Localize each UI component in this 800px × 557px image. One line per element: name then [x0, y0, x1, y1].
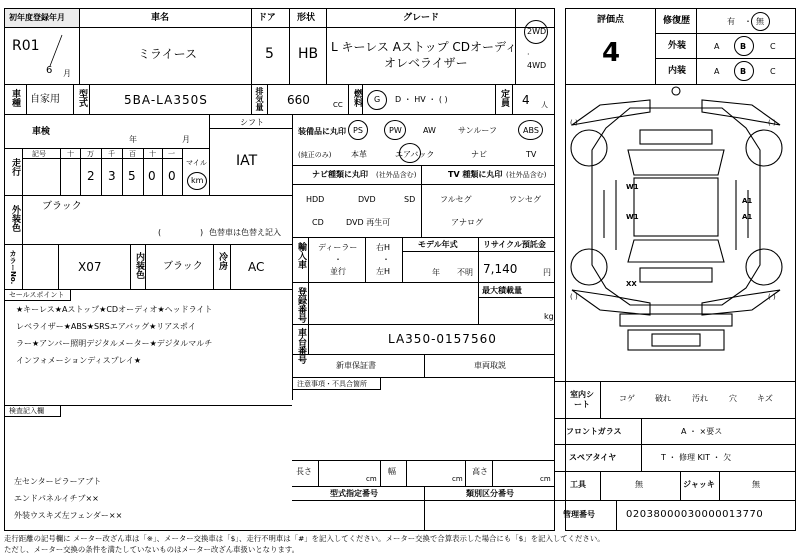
navi-hdd: HDD	[306, 195, 325, 204]
int-color-label: 内装色	[134, 252, 144, 279]
digit-3: 5	[128, 169, 136, 183]
disp-label: 排気量	[255, 87, 264, 111]
sales-title: セールスポイント	[9, 291, 65, 299]
footer-line-1: 走行距離の記号欄に メーター改ざん車は「※」、メーター交換車は「$」、走行不明車は「#」を記入してください。メーター交換で合算表示した場合にも「$」を記入してください。	[4, 534, 605, 543]
equip-sub: (純正のみ)	[298, 151, 332, 159]
inspect-title: 検査記入欄	[9, 407, 44, 415]
import-dealer: ディーラー	[318, 243, 358, 252]
ext-b: B	[740, 42, 747, 51]
class-number-label: 類別区分番号	[466, 489, 514, 498]
warranty-manual: 車両取説	[474, 361, 506, 370]
import-rh: 右H	[376, 243, 391, 252]
equip-pw: PW	[389, 126, 402, 135]
navi-sd: SD	[404, 195, 416, 204]
paren-1: ( )	[570, 119, 578, 127]
reg-number-label: 登録番号	[296, 287, 306, 323]
digit-hdr-4: 十	[149, 150, 156, 158]
recycle-unit: 円	[543, 268, 551, 277]
import-label: 輸入車	[296, 242, 306, 269]
inspection-year: 年	[129, 135, 137, 144]
fuel-g: G	[374, 95, 381, 104]
equip-tv: TV	[526, 150, 537, 159]
digit-5: 0	[168, 169, 176, 183]
seat-item-2: 汚れ	[692, 394, 708, 403]
fuel-label: 燃料	[352, 89, 362, 107]
name-header: 車名	[151, 13, 170, 23]
int-a: A	[714, 67, 720, 76]
digit-hdr-0: 十	[67, 150, 74, 158]
length-unit: cm	[366, 475, 377, 483]
disp-unit: CC	[333, 101, 343, 109]
model-year-unit: 年	[432, 268, 440, 277]
max-load-label: 最大積載量	[482, 286, 522, 295]
repair-label: 修復歴	[663, 16, 691, 26]
digit-4: 0	[148, 169, 156, 183]
seat-label: 室内シート	[570, 390, 594, 409]
inspection-month: 月	[182, 135, 190, 144]
tv-oneseg: ワンセグ	[509, 195, 541, 204]
equip-abs: ABS	[523, 126, 539, 135]
mark-label: 記号	[32, 150, 46, 158]
recycle-value: 7,140	[483, 262, 518, 276]
equip-sunroof: サンルーフ	[458, 126, 497, 135]
sales-line-3: インフォメーションディスプレイ★	[16, 356, 142, 365]
paren-3: ( )	[570, 293, 578, 301]
reg-month-unit: 月	[63, 69, 71, 78]
tools-value: 無	[635, 480, 643, 489]
body-shape: HB	[298, 46, 319, 62]
length-label: 長さ	[296, 467, 312, 476]
height-label: 高さ	[472, 467, 488, 476]
repair-yes: 有	[727, 17, 735, 26]
digit-hdr-1: 万	[87, 150, 94, 158]
seat-item-3: 穴	[729, 394, 737, 403]
import-dot2: ・	[382, 255, 390, 264]
chassis-label: 車台番号	[296, 328, 306, 364]
inspection-label: 車検	[32, 127, 51, 137]
score-label: 評価点	[597, 15, 625, 25]
tv-title: TV 種類に丸印	[448, 170, 503, 179]
sales-line-2: ラー★アンバー照明デジタルメーター★デジタルマルチ	[16, 339, 213, 348]
damage-mark-a1-b: A1	[742, 213, 753, 221]
km-label: km	[191, 176, 204, 185]
shift-value: IAT	[236, 153, 258, 169]
seat-item-4: キズ	[757, 394, 773, 403]
jack-value: 無	[752, 480, 760, 489]
notes-title: 注意事項・不具合箇所	[297, 380, 367, 388]
seat-item-1: 破れ	[655, 394, 671, 403]
mile-label: マイル	[186, 159, 207, 167]
ext-c: C	[770, 42, 776, 51]
model-year-unknown: 不明	[457, 268, 473, 277]
ac-value: AC	[248, 260, 265, 274]
tv-fullseg: フルセグ	[440, 195, 472, 204]
mgmt-label: 管理番号	[563, 510, 595, 519]
paren-4: ( )	[768, 293, 776, 301]
damage-mark-xx: XX	[626, 280, 637, 288]
reg-month: 6	[46, 65, 53, 76]
damage-mark-w1-a: W1	[626, 183, 639, 191]
import-parallel: 並行	[330, 267, 346, 276]
cap-label: 定員	[499, 89, 509, 107]
int-b: B	[740, 67, 747, 76]
sales-line-1: レベライザー★ABS★SRSエアバッグ★リアスポイ	[16, 322, 196, 331]
grade-header: グレード	[403, 13, 440, 23]
seat-item-0: コゲ	[619, 394, 635, 403]
grade-score: 4	[602, 38, 621, 68]
color-note-open: (	[158, 228, 162, 237]
width-label: 幅	[388, 467, 396, 476]
cap-unit: 人	[541, 101, 548, 109]
color-code-label: カラーNo.	[9, 250, 17, 285]
int-label: 内装	[668, 66, 687, 76]
equip-airbag: エアバック	[395, 150, 435, 159]
digit-1: 2	[87, 169, 95, 183]
ext-a: A	[714, 42, 720, 51]
import-dot1: ・	[334, 255, 342, 264]
equip-aw: AW	[423, 126, 436, 135]
navi-cd: CD	[312, 218, 324, 227]
paren-2: ( )	[768, 119, 776, 127]
model-label: 型式	[77, 89, 87, 107]
tv-analog: アナログ	[451, 218, 483, 227]
inspect-line-0: 左センターピラーアブト	[14, 477, 102, 486]
color-code: X07	[78, 260, 102, 274]
disp-value: 660	[287, 93, 310, 107]
warranty-new: 新車保証書	[336, 361, 376, 370]
door-count: 5	[265, 46, 274, 62]
tv-title-sub: (社外品含む)	[506, 171, 547, 179]
drive-2wd: 2WD	[527, 27, 547, 36]
use-label: 車種	[10, 89, 20, 107]
door-header: ドア	[258, 13, 276, 23]
sales-line-0: ★キーレス★Aストップ★CDオーディオ★ヘッドライト	[16, 305, 213, 314]
drive-dot: ·	[527, 50, 530, 59]
jack-label: ジャッキ	[683, 480, 715, 489]
int-color-value: ブラック	[163, 261, 203, 272]
car-name: ミライース	[138, 47, 198, 61]
reg-header: 初年度登録年月	[9, 13, 65, 22]
color-note: 色替車は色替え記入	[209, 228, 281, 237]
reg-year: R01	[12, 38, 40, 54]
navi-title-sub: (社外品含む)	[376, 171, 417, 179]
digit-2: 3	[108, 169, 116, 183]
equip-navi: ナビ	[471, 150, 487, 159]
ac-label: 冷房	[217, 252, 227, 270]
max-load-unit: kg	[544, 312, 554, 321]
footer-line-2: ただし、メーター交換の条件を満たしていないものはメーター改ざん車扱いとなります。	[4, 545, 300, 554]
use-value: 自家用	[30, 94, 60, 105]
spare-label: スペアタイヤ	[569, 453, 617, 462]
damage-mark-w1-b: W1	[626, 213, 639, 221]
inspect-line-2: 外装ウスキズ左フェンダー××	[14, 511, 123, 520]
drive-4wd: 4WD	[527, 61, 547, 70]
equip-ps: PS	[353, 126, 363, 135]
mgmt-value: 02038000030000013770	[626, 509, 764, 520]
damage-mark-a1-a: A1	[742, 197, 753, 205]
model-year-label: モデル年式	[418, 240, 458, 249]
recycle-label: リサイクル預託金	[483, 240, 546, 249]
mileage-label: 走行	[10, 158, 20, 176]
navi-dvd: DVD	[358, 195, 376, 204]
repair-no: 無	[756, 17, 764, 26]
color-label: 外装色	[10, 205, 20, 232]
shift-label: シフト	[240, 118, 264, 127]
equip-leather: 本革	[351, 150, 367, 159]
color-note-close: )	[200, 228, 204, 237]
grade-line2: オレベライザー	[384, 56, 468, 70]
navi-title: ナビ種類に丸印	[312, 170, 368, 179]
height-unit: cm	[540, 475, 551, 483]
repair-sep: ・	[744, 17, 752, 26]
tools-label: 工具	[570, 480, 586, 489]
digit-hdr-2: 千	[108, 150, 115, 158]
import-lh: 左H	[376, 267, 391, 276]
ext-label: 外装	[668, 41, 687, 51]
model-value: 5BA-LA350S	[124, 93, 208, 107]
spare-value: T ・ 修理 KIT ・ 欠	[661, 453, 732, 462]
shape-header: 形状	[297, 13, 316, 23]
inspect-line-1: エンドパネルイチブ××	[14, 494, 99, 503]
digit-hdr-3: 百	[129, 150, 136, 158]
int-c: C	[770, 67, 776, 76]
chassis-value: LA350-0157560	[388, 332, 497, 346]
digit-hdr-5: 一	[168, 150, 175, 158]
glass-value: A ・ ×要ス	[681, 427, 723, 436]
color-value: ブラック	[42, 201, 82, 212]
navi-dvdplay: DVD 再生可	[346, 218, 391, 227]
width-unit: cm	[452, 475, 463, 483]
cap-value: 4	[522, 93, 530, 107]
type-number-label: 型式指定番号	[330, 489, 378, 498]
equip-label: 装備品に丸印	[298, 127, 346, 136]
glass-label: フロントガラス	[566, 427, 622, 436]
fuel-rest: D ・ HV ・ ( )	[395, 95, 448, 104]
grade-line1: L キーレス Aストップ CDオーディ	[331, 40, 518, 54]
